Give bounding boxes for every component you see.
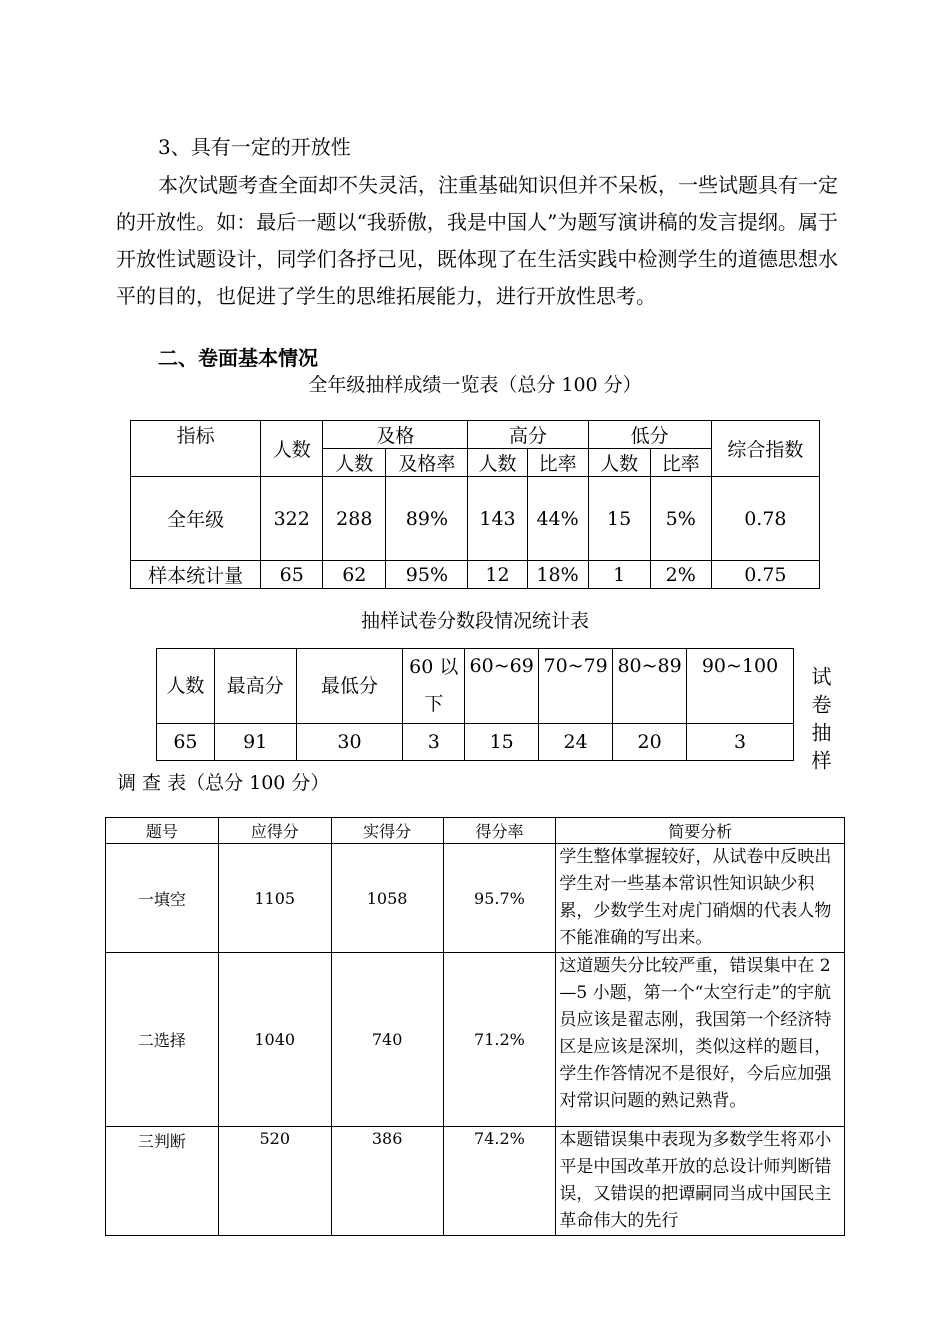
cell: 62	[323, 561, 386, 589]
table-row	[131, 561, 820, 589]
section3-paragraph	[116, 167, 838, 315]
cell: 三判断	[106, 1127, 219, 1236]
analysis-header: 简要分析	[556, 818, 845, 844]
cell: 74.2%	[443, 1127, 556, 1236]
analysis-header: 应得分	[218, 818, 331, 844]
analysis-cell: 这道题失分比较严重，错误集中在 2—5 小题，第一个“太空行走”的宇航员应该是翟志刚，我国第一个经济特区是应该是深圳，类似这样的题目，学生作答情况不是很好，今后应加强对常识问题的熟记熟背。	[556, 953, 845, 1127]
header-low-people: 人数	[588, 449, 650, 477]
cell: 一填空	[106, 844, 219, 953]
table-row	[106, 844, 845, 953]
header-low: 低分	[588, 421, 711, 449]
section-two-heading: 二、卷面基本情况	[158, 346, 318, 370]
header-pass-people: 人数	[323, 449, 386, 477]
cell: 65	[261, 561, 323, 589]
header-high-ratio: 比率	[527, 449, 588, 477]
cell: 322	[261, 477, 323, 561]
dist-header: 60 以下	[403, 649, 465, 724]
cell: 520	[218, 1127, 331, 1236]
table1-caption: 全年级抽样成绩一览表（总分 100 分）	[308, 374, 642, 396]
row-label: 全年级	[131, 477, 261, 561]
cell: 12	[468, 561, 527, 589]
header-index: 指标	[131, 421, 261, 477]
cell: 740	[331, 953, 443, 1127]
cell: 1058	[331, 844, 443, 953]
analysis-header: 题号	[106, 818, 219, 844]
cell: 3	[687, 724, 794, 761]
cell: 89%	[386, 477, 468, 561]
dist-header: 60~69	[465, 649, 539, 724]
cell: 3	[403, 724, 465, 761]
table-row	[131, 477, 820, 561]
cell: 0.78	[711, 477, 819, 561]
row-label: 样本统计量	[131, 561, 261, 589]
analysis-cell: 学生整体掌握较好，从试卷中反映出学生对一些基本常识性知识缺少积累，少数学生对虎门硝烟的代表人物不能准确的写出来。	[556, 844, 845, 953]
table-row	[106, 1127, 845, 1236]
header-people: 人数	[261, 421, 323, 477]
cell: 24	[539, 724, 613, 761]
cell: 0.75	[711, 561, 819, 589]
cell: 65	[157, 724, 215, 761]
cell: 2%	[650, 561, 711, 589]
cell: 386	[331, 1127, 443, 1236]
grade-summary-table	[130, 420, 820, 589]
exam-analysis-table	[105, 817, 845, 1236]
dist-header: 人数	[157, 649, 215, 724]
cell: 1040	[218, 953, 331, 1127]
cell: 1	[588, 561, 650, 589]
header-pass: 及格	[323, 421, 468, 449]
cell: 71.2%	[443, 953, 556, 1127]
cell: 91	[214, 724, 296, 761]
cell: 30	[296, 724, 403, 761]
dist-header: 80~89	[613, 649, 687, 724]
table-row	[106, 953, 845, 1127]
section3-paragraph-text: 本次试题考查全面却不失灵活，注重基础知识但并不呆板，一些试题具有一定的开放性。如：最后一题以“我骄傲，我是中国人”为题写演讲稿的发言提纲。属于开放性试题设计，同学们各抒己见，既体现了在生活实践中检测学生的道德思想水平的目的，也促进了学生的思维拓展能力，进行开放性思考。	[116, 173, 838, 308]
dist-header: 最高分	[214, 649, 296, 724]
cell: 二选择	[106, 953, 219, 1127]
cell: 95%	[386, 561, 468, 589]
table2-caption: 抽样试卷分数段情况统计表	[360, 610, 589, 632]
analysis-cell: 本题错误集中表现为多数学生将邓小平是中国改革开放的总设计师判断错误，又错误的把谭嗣同当成中国民主革命伟大的先行	[556, 1127, 845, 1236]
cell: 15	[588, 477, 650, 561]
cell: 288	[323, 477, 386, 561]
cell: 15	[465, 724, 539, 761]
header-pass-rate: 及格率	[386, 449, 468, 477]
header-high: 高分	[468, 421, 588, 449]
cell: 20	[613, 724, 687, 761]
section3-heading: 3、具有一定的开放性	[158, 135, 351, 159]
cell: 18%	[527, 561, 588, 589]
cell: 143	[468, 477, 527, 561]
header-low-ratio: 比率	[650, 449, 711, 477]
table3-caption: 调 查 表（总分 100 分）	[117, 772, 330, 794]
cell: 5%	[650, 477, 711, 561]
table-row	[157, 724, 794, 761]
cell: 95.7%	[443, 844, 556, 953]
header-high-people: 人数	[468, 449, 527, 477]
score-distribution-table	[156, 648, 794, 761]
dist-header: 90~100	[687, 649, 794, 724]
table3-caption-vertical: 试卷抽样	[808, 666, 832, 778]
cell: 44%	[527, 477, 588, 561]
cell: 1105	[218, 844, 331, 953]
dist-header: 最低分	[296, 649, 403, 724]
header-composite: 综合指数	[711, 421, 819, 477]
analysis-header: 得分率	[443, 818, 556, 844]
analysis-header: 实得分	[331, 818, 443, 844]
dist-header: 70~79	[539, 649, 613, 724]
